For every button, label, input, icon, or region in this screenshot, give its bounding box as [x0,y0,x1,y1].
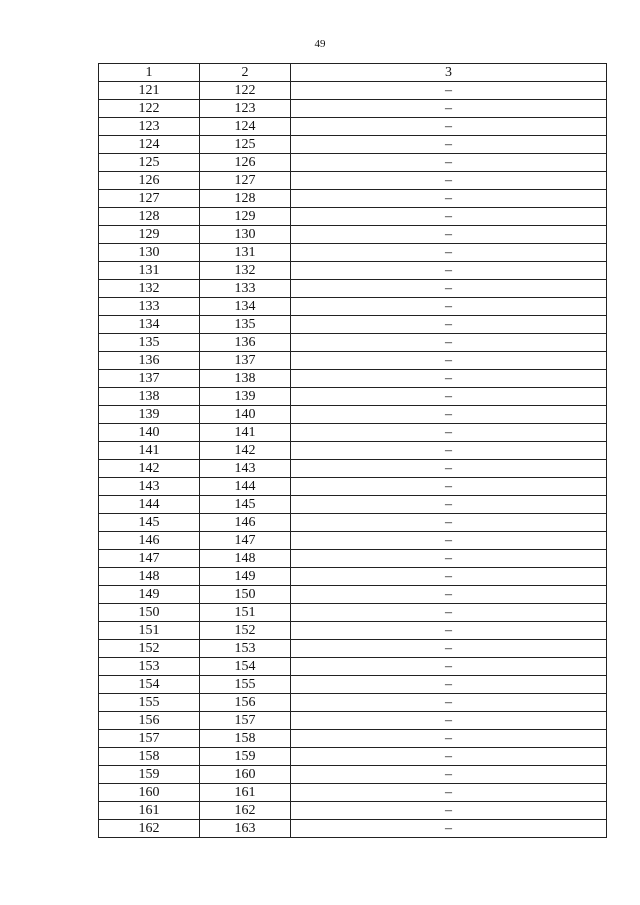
cell-col-2: 156 [200,694,291,712]
cell-col-2: 129 [200,208,291,226]
cell-col-3: – [291,712,607,730]
cell-col-2: 150 [200,586,291,604]
cell-col-1: 150 [99,604,200,622]
cell-col-3: – [291,280,607,298]
cell-col-3: – [291,568,607,586]
cell-col-1: 151 [99,622,200,640]
cell-col-2: 125 [200,136,291,154]
cell-col-1: 136 [99,352,200,370]
cell-col-3: – [291,748,607,766]
cell-col-2: 140 [200,406,291,424]
cell-col-3: – [291,514,607,532]
table-row [99,550,607,568]
cell-col-2: 162 [200,802,291,820]
cell-col-2: 160 [200,766,291,784]
cell-col-2: 142 [200,442,291,460]
cell-col-3: – [291,604,607,622]
table-row [99,658,607,676]
cell-col-2: 138 [200,370,291,388]
cell-col-1: 137 [99,370,200,388]
cell-col-1: 141 [99,442,200,460]
cell-col-1: 127 [99,190,200,208]
cell-col-3: – [291,640,607,658]
cell-col-3: – [291,424,607,442]
cell-col-1: 157 [99,730,200,748]
cell-col-2: 135 [200,316,291,334]
cell-col-3: – [291,316,607,334]
column-header-3: 3 [291,64,607,82]
cell-col-3: – [291,226,607,244]
table-row [99,370,607,388]
table-row [99,172,607,190]
table-row [99,280,607,298]
table-row [99,748,607,766]
table-row [99,388,607,406]
cell-col-3: – [291,676,607,694]
cell-col-2: 123 [200,100,291,118]
cell-col-1: 134 [99,316,200,334]
cell-col-3: – [291,208,607,226]
data-table [98,63,607,838]
cell-col-3: – [291,658,607,676]
cell-col-1: 146 [99,532,200,550]
cell-col-3: – [291,442,607,460]
cell-col-2: 133 [200,280,291,298]
cell-col-1: 152 [99,640,200,658]
cell-col-3: – [291,550,607,568]
cell-col-1: 129 [99,226,200,244]
table-row [99,784,607,802]
cell-col-3: – [291,820,607,838]
cell-col-2: 145 [200,496,291,514]
cell-col-3: – [291,82,607,100]
table-row [99,442,607,460]
cell-col-3: – [291,622,607,640]
cell-col-3: – [291,262,607,280]
cell-col-1: 158 [99,748,200,766]
cell-col-1: 161 [99,802,200,820]
table-row [99,316,607,334]
cell-col-3: – [291,730,607,748]
cell-col-1: 142 [99,460,200,478]
table-row [99,730,607,748]
cell-col-1: 143 [99,478,200,496]
table-row [99,298,607,316]
cell-col-2: 161 [200,784,291,802]
cell-col-1: 139 [99,406,200,424]
cell-col-2: 127 [200,172,291,190]
table-row [99,244,607,262]
cell-col-1: 126 [99,172,200,190]
cell-col-2: 148 [200,550,291,568]
table-row [99,262,607,280]
table-row [99,190,607,208]
table-row [99,802,607,820]
cell-col-2: 122 [200,82,291,100]
cell-col-2: 136 [200,334,291,352]
cell-col-1: 125 [99,154,200,172]
cell-col-3: – [291,496,607,514]
table-row [99,496,607,514]
cell-col-1: 156 [99,712,200,730]
table-row [99,460,607,478]
table-row [99,622,607,640]
cell-col-1: 145 [99,514,200,532]
cell-col-2: 151 [200,604,291,622]
column-header-1: 1 [99,64,200,82]
cell-col-3: – [291,352,607,370]
table-row [99,604,607,622]
cell-col-1: 148 [99,568,200,586]
cell-col-2: 134 [200,298,291,316]
cell-col-3: – [291,136,607,154]
cell-col-2: 147 [200,532,291,550]
cell-col-2: 153 [200,640,291,658]
cell-col-1: 140 [99,424,200,442]
cell-col-2: 163 [200,820,291,838]
cell-col-3: – [291,190,607,208]
cell-col-2: 143 [200,460,291,478]
cell-col-2: 137 [200,352,291,370]
cell-col-2: 146 [200,514,291,532]
cell-col-3: – [291,766,607,784]
cell-col-3: – [291,478,607,496]
table-row [99,766,607,784]
cell-col-1: 138 [99,388,200,406]
table-row [99,640,607,658]
cell-col-1: 144 [99,496,200,514]
cell-col-1: 149 [99,586,200,604]
cell-col-1: 123 [99,118,200,136]
cell-col-1: 131 [99,262,200,280]
cell-col-2: 131 [200,244,291,262]
column-header-2: 2 [200,64,291,82]
table-row [99,154,607,172]
table-row [99,478,607,496]
cell-col-1: 133 [99,298,200,316]
cell-col-3: – [291,694,607,712]
cell-col-1: 124 [99,136,200,154]
table-header-row [99,64,607,82]
cell-col-2: 154 [200,658,291,676]
cell-col-3: – [291,586,607,604]
table-row [99,586,607,604]
cell-col-2: 159 [200,748,291,766]
cell-col-2: 144 [200,478,291,496]
cell-col-2: 152 [200,622,291,640]
cell-col-3: – [291,532,607,550]
table-row [99,100,607,118]
table-row [99,118,607,136]
cell-col-1: 122 [99,100,200,118]
cell-col-3: – [291,244,607,262]
cell-col-3: – [291,460,607,478]
table-body [99,82,607,838]
table-row [99,82,607,100]
cell-col-1: 132 [99,280,200,298]
cell-col-1: 153 [99,658,200,676]
cell-col-1: 135 [99,334,200,352]
cell-col-3: – [291,370,607,388]
cell-col-1: 121 [99,82,200,100]
cell-col-2: 141 [200,424,291,442]
cell-col-3: – [291,118,607,136]
cell-col-2: 158 [200,730,291,748]
table-row [99,676,607,694]
cell-col-2: 124 [200,118,291,136]
table-row [99,424,607,442]
cell-col-2: 149 [200,568,291,586]
cell-col-3: – [291,802,607,820]
table-row [99,334,607,352]
cell-col-3: – [291,334,607,352]
table-row [99,712,607,730]
cell-col-2: 128 [200,190,291,208]
cell-col-1: 155 [99,694,200,712]
cell-col-2: 132 [200,262,291,280]
table-row [99,226,607,244]
table-row [99,820,607,838]
cell-col-1: 130 [99,244,200,262]
table-row [99,352,607,370]
cell-col-2: 155 [200,676,291,694]
cell-col-3: – [291,154,607,172]
table-row [99,406,607,424]
cell-col-3: – [291,172,607,190]
cell-col-2: 157 [200,712,291,730]
page-number: 49 [314,38,326,50]
cell-col-1: 147 [99,550,200,568]
cell-col-2: 130 [200,226,291,244]
cell-col-2: 139 [200,388,291,406]
cell-col-3: – [291,100,607,118]
cell-col-3: – [291,298,607,316]
cell-col-3: – [291,406,607,424]
table-row [99,568,607,586]
table-row [99,532,607,550]
table-row [99,514,607,532]
cell-col-1: 159 [99,766,200,784]
cell-col-3: – [291,388,607,406]
table-row [99,136,607,154]
table-row [99,694,607,712]
cell-col-1: 160 [99,784,200,802]
cell-col-3: – [291,784,607,802]
cell-col-1: 162 [99,820,200,838]
cell-col-2: 126 [200,154,291,172]
table-row [99,208,607,226]
cell-col-1: 154 [99,676,200,694]
cell-col-1: 128 [99,208,200,226]
